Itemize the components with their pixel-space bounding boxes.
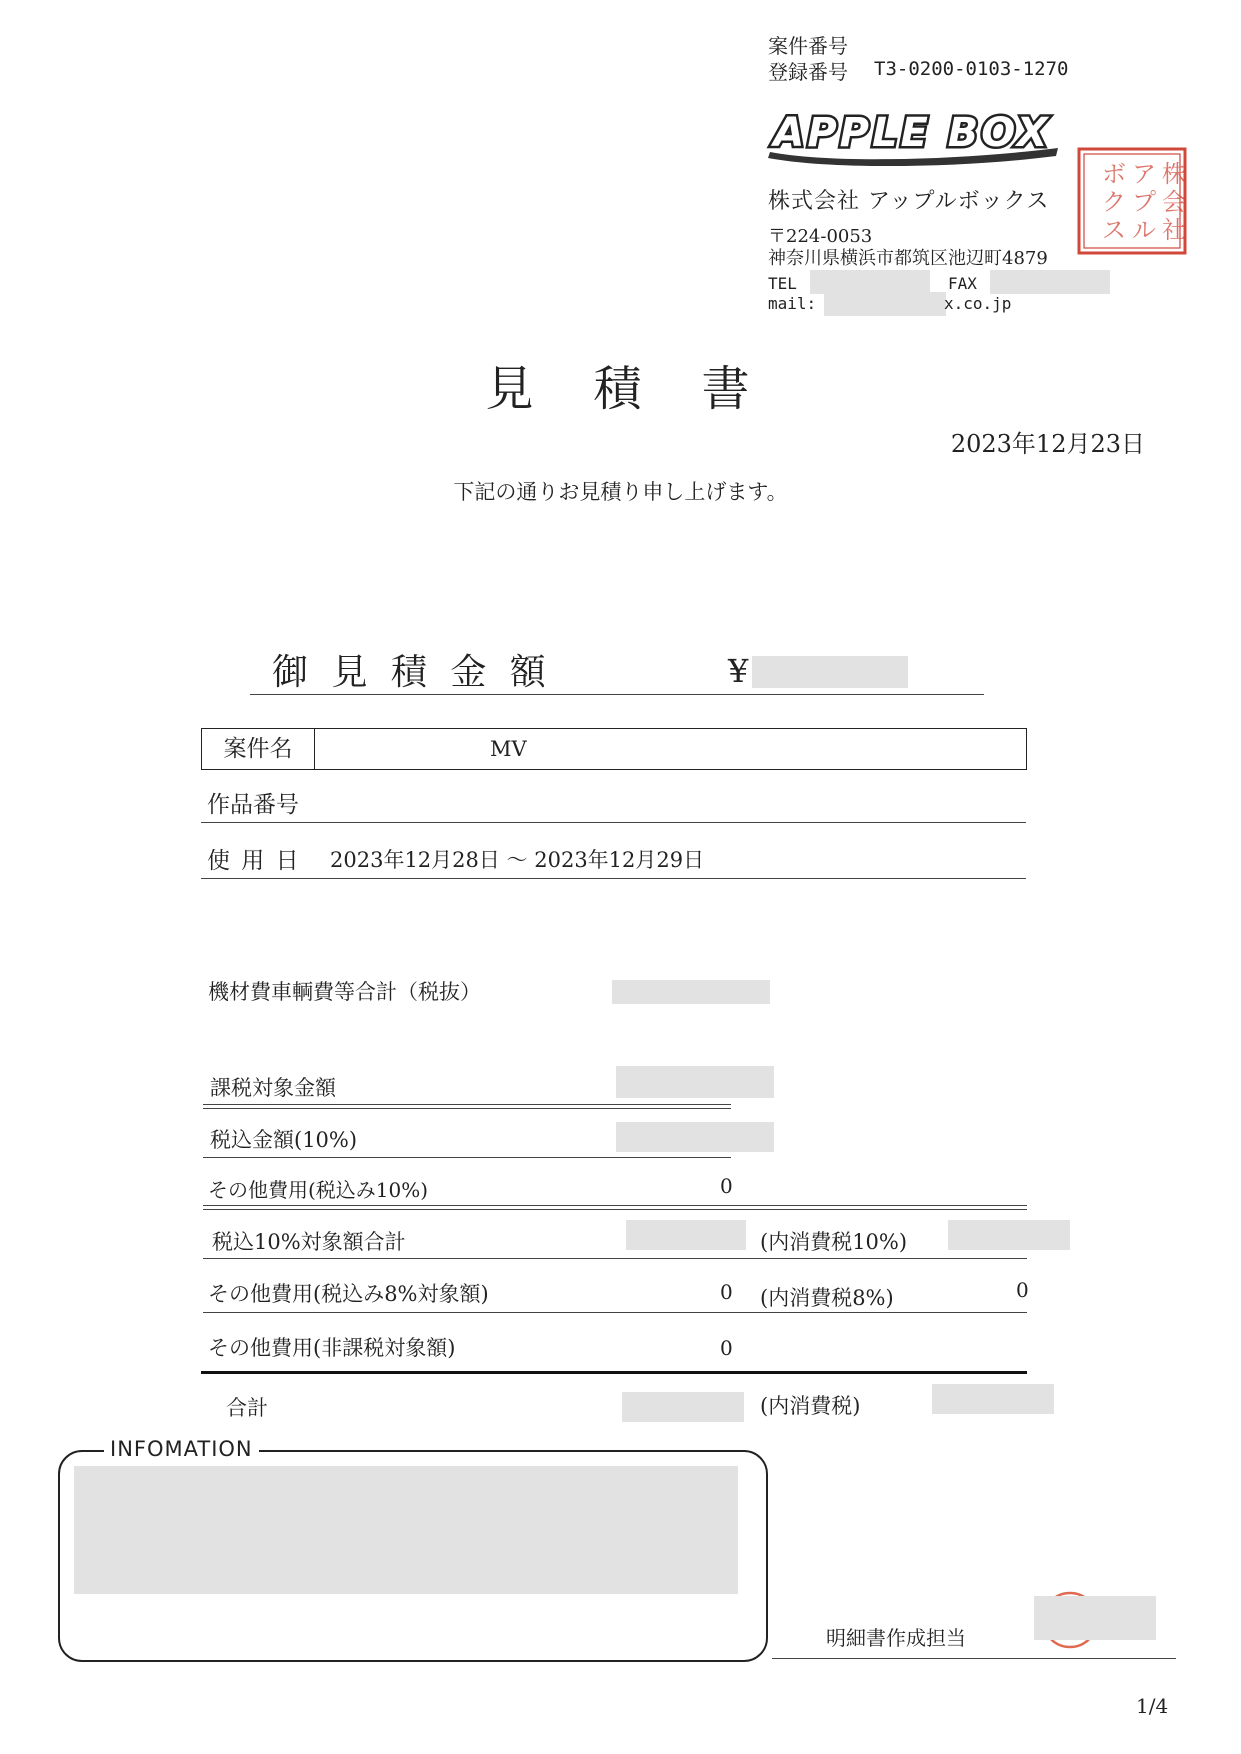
redacted-information-content [74,1466,738,1594]
company-seal [1076,146,1188,256]
tel-label: TEL [768,274,797,293]
company-address: 神奈川県横浜市都筑区池辺町4879 [768,248,1048,269]
taxable-double-line [203,1104,731,1109]
project-name-box [201,728,1027,770]
information-heading: INFOMATION [104,1437,259,1461]
svg-text:ボ: ボ [1102,160,1126,188]
tax8-inner-label: (内消費税8%) [760,1286,894,1310]
redacted-estimate-amount [752,656,908,688]
registration-label: 登録番号 [768,60,848,84]
redacted-grand-tax [932,1384,1054,1414]
company-name: 株式会社 アップルボックス [768,189,1050,214]
redacted-person-name [1034,1596,1156,1640]
tax8-inner-value: 0 [1016,1278,1029,1302]
redacted-tax10-total [626,1220,746,1250]
logo-text: APPLE BOX [773,110,1051,156]
usage-date-value: 2023年12月28日 ～ 2023年12月29日 [330,848,705,872]
intro-text: 下記の通りお見積り申し上げます。 [453,480,788,504]
taxable-amount-label: 課税対象金額 [210,1076,336,1100]
svg-text:会: 会 [1162,188,1186,216]
svg-text:ク: ク [1102,188,1126,216]
grand-total-label: 合計 [226,1396,268,1420]
tax10-inner-label: (内消費税10%) [760,1230,908,1254]
tax-included-label: 税込金額(10%) [210,1128,358,1152]
work-number-label: 作品番号 [207,792,299,818]
estimate-amount-label: 御 見 積 金 額 [272,652,552,693]
grand-total-rule [201,1371,1027,1374]
redacted-tax10-inner [948,1220,1070,1250]
person-underline [772,1658,1176,1659]
svg-text:社: 社 [1162,216,1186,244]
tax-included-underline [203,1157,731,1158]
document-date: 2023年12月23日 [950,430,1145,458]
project-name-value: MV [490,737,527,761]
redacted-grand-total [622,1392,744,1422]
grand-tax-label: (内消費税) [760,1394,861,1418]
tax10-underline [203,1258,1027,1259]
fax-label: FAX [948,274,977,293]
redacted-equipment-total [612,980,770,1004]
page-number: 1/4 [1136,1694,1169,1718]
person-label: 明細書作成担当 [826,1626,966,1650]
usage-date-label: 使 用 日 [207,848,301,874]
other-10-label: その他費用(税込み10%) [208,1178,429,1202]
other-8-label: その他費用(税込み8%対象額) [208,1282,489,1306]
company-logo [762,108,1062,168]
nontaxable-label: その他費用(非課税対象額) [208,1336,456,1360]
redacted-fax [990,270,1110,294]
case-number-label: 案件番号 [768,34,848,58]
redacted-tel [810,270,930,294]
svg-text:株: 株 [1162,160,1186,188]
document-title: 見 積 書 [485,361,756,417]
svg-text:ス: ス [1102,216,1126,244]
currency-symbol: ¥ [728,652,749,690]
usage-date-underline [201,878,1026,879]
other-8-underline [203,1312,1027,1313]
tax10-total-label: 税込10%対象額合計 [212,1230,406,1254]
other-10-value: 0 [720,1174,733,1198]
nontaxable-value: 0 [720,1336,733,1360]
registration-number: T3-0200-0103-1270 [874,58,1069,80]
svg-text:ル: ル [1132,216,1156,244]
work-number-underline [201,822,1026,823]
estimate-underline [250,694,984,695]
redacted-taxable-amount [616,1066,774,1098]
equipment-total-label: 機材費車輌費等合計（税抜） [208,980,481,1004]
redacted-tax-included [616,1122,774,1152]
redacted-mail [824,292,946,316]
other-8-value: 0 [720,1280,733,1304]
other-10-double-line [203,1205,1027,1210]
svg-text:プ: プ [1132,188,1156,216]
svg-text:ア: ア [1132,160,1156,188]
postal-code: 〒224-0053 [768,226,873,247]
mail-suffix: x.co.jp [944,294,1012,313]
project-name-label: 案件名 [202,729,315,769]
mail-label: mail: [768,294,817,313]
